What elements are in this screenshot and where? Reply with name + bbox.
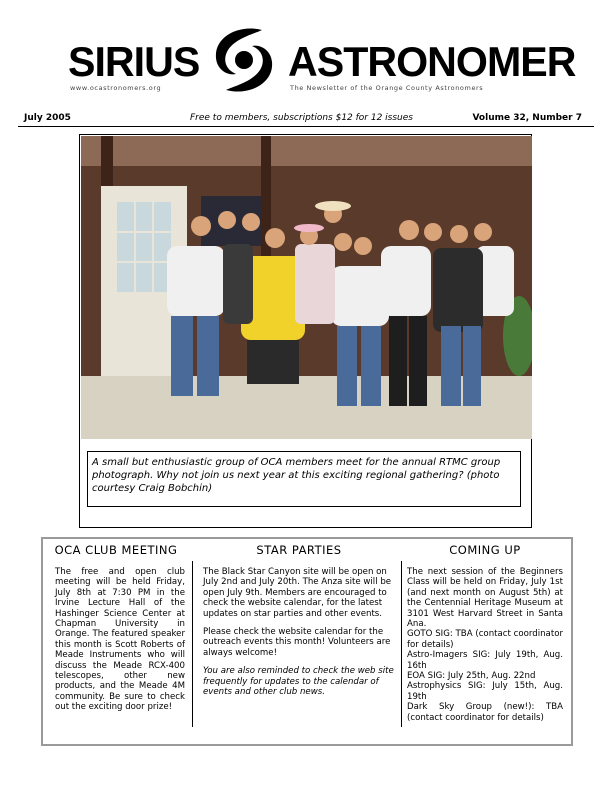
masthead xyxy=(68,24,576,96)
photo-caption: A small but enthusiastic group of OCA members meet for the annual RTMC group photograph. Why not join us next year at this exciting regional gathering? (photo courtesy Craig Bobchin) xyxy=(87,451,521,507)
masthead-subtitle: The Newsletter of the Orange County Astronomers xyxy=(290,84,484,92)
group-photo xyxy=(81,136,532,439)
issue-bar xyxy=(18,112,594,127)
sirius-logo-icon xyxy=(204,24,284,96)
club-meeting-heading: OCA CLUB MEETING xyxy=(54,543,178,557)
info-box xyxy=(41,537,573,746)
masthead-title-left: SIRIUS xyxy=(68,38,200,85)
list-item: GOTO SIG: TBA (contact coordinator for details) xyxy=(407,629,563,650)
column-divider xyxy=(401,561,402,727)
star-parties-heading: STAR PARTIES xyxy=(256,543,342,557)
star-parties-text: The Black Star Canyon site will be open on July 2nd and July 20th. The Anza site will be open July 9th. Members are encouraged to check the website calendar, for the latest updates on star parties and other events. xyxy=(203,567,392,619)
issue-volume: Volume 32, Number 7 xyxy=(472,113,582,123)
club-meeting-column xyxy=(47,543,185,721)
list-item: EOA SIG: July 25th, Aug. 22nd xyxy=(407,671,536,682)
star-parties-column xyxy=(201,543,397,705)
masthead-title-right: ASTRONOMER xyxy=(288,38,576,85)
star-parties-outreach-text: Please check the website calendar for the outreach events this month! Volunteers are always welcome! xyxy=(203,627,391,658)
list-item: Astro-Imagers SIG: July 19th, Aug. 16th xyxy=(407,650,563,671)
column-divider xyxy=(192,561,193,727)
issue-price: Free to members, subscriptions $12 for 12 issues xyxy=(190,113,413,123)
list-item: Dark Sky Group (new!): TBA (contact coordinator for details) xyxy=(407,702,563,723)
star-parties-note: You are also reminded to check the web site frequently for updates to the calendar of events and other club news. xyxy=(203,666,394,698)
coming-up-intro: The next session of the Beginners Class will be held on Friday, July 1st (and next month on August 5th) at the Centennial Heritage Museum at 3101 West Harvard Street in Santa Ana. xyxy=(407,567,563,630)
masthead-url: www.ocastronomers.org xyxy=(70,84,162,92)
list-item: Astrophysics SIG: July 15th, Aug. 19th xyxy=(407,681,563,702)
club-meeting-text: The free and open club meeting will be held Friday, July 8th at 7:30 PM in the Irvine Lecture Hall of the Hashinger Science Center at Chapman University in Orange. The featured speaker this month is Scott Roberts of Meade Instruments who will discuss the Meade RCX-400 telescopes, other new products, and the Meade 4M community. Be sure to check out the exciting door prize! xyxy=(55,567,185,713)
coming-up-column xyxy=(407,543,563,723)
issue-date: July 2005 xyxy=(24,113,71,123)
coming-up-heading: COMING UP xyxy=(449,543,521,557)
